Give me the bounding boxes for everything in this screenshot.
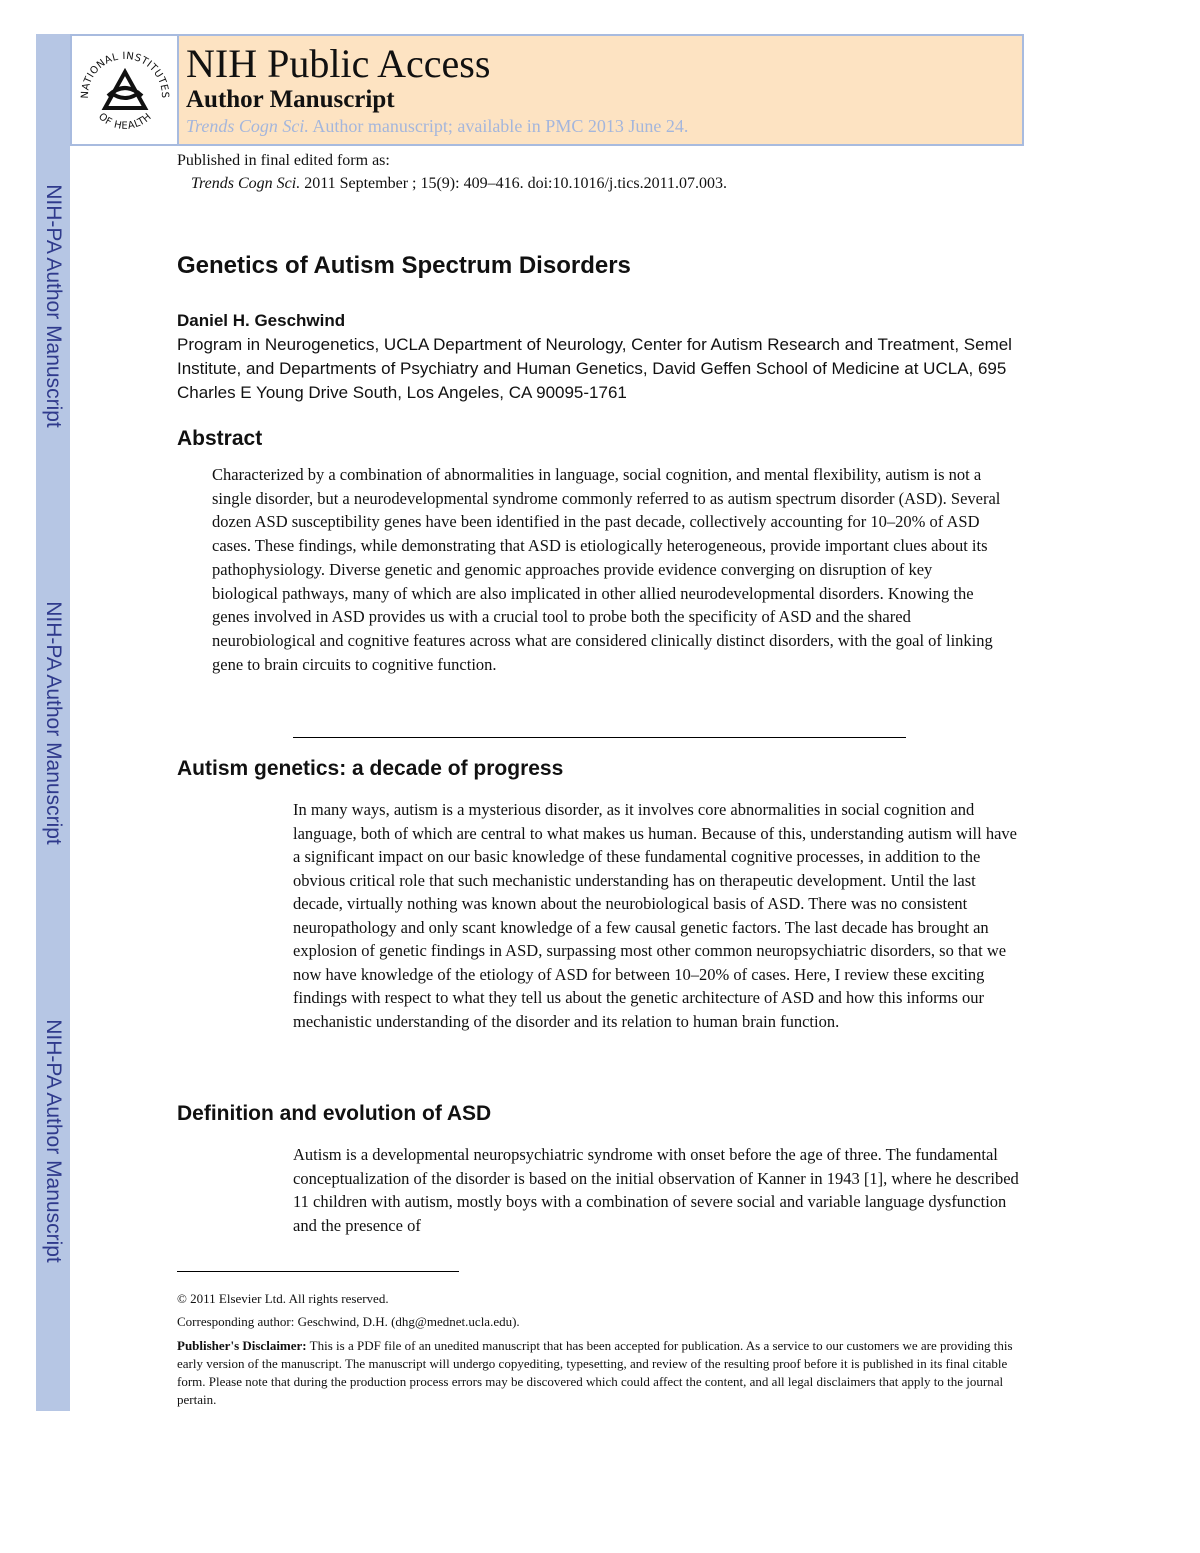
section-heading-definition: Definition and evolution of ASD — [177, 1102, 492, 1125]
publication-note: Published in final edited form as: — [177, 152, 390, 169]
author-affiliation: Program in Neurogenetics, UCLA Department of Neurology, Center for Autism Research and Treatment, Semel Institute, and Departments of Psychiatry and Human Genetics, David Geffen School of Medicine at UCLA, 695 Charles E Young Drive South, Los Angeles, CA 90095-1761 — [177, 335, 1012, 402]
abstract-divider — [293, 737, 906, 738]
nih-header-banner — [70, 34, 1024, 146]
svg-text:OF HEALTH: OF HEALTH — [96, 111, 154, 132]
nih-logo-icon — [72, 36, 177, 144]
footnote-corresponding-author: Corresponding author: Geschwind, D.H. (dhg@mednet.ucla.edu). — [177, 1314, 520, 1329]
publication-citation: Trends Cogn Sci. 2011 September ; 15(9): 409–416. doi:10.1016/j.tics.2011.07.003. — [191, 175, 727, 192]
header-availability: Trends Cogn Sci. Author manuscript; available in PMC 2013 June 24. — [186, 116, 689, 136]
footnote-copyright: © 2011 Elsevier Ltd. All rights reserved. — [177, 1291, 389, 1306]
svg-text:NATIONAL INSTITUTES: NATIONAL INSTITUTES — [79, 50, 171, 99]
abstract-heading: Abstract — [177, 427, 263, 450]
header-subtitle: Author Manuscript — [186, 86, 395, 113]
section-body-definition: Autism is a developmental neuropsychiatric syndrome with onset before the age of three. The fundamental conceptualization of the disorder is based on the initial observation of Kanner in 1943 [1], where he described 11 children with autism, mostly boys with a combination of severe social and variable language dysfunction and the presence of — [293, 1145, 1019, 1235]
footnote-divider — [177, 1271, 459, 1272]
abstract-text: Characterized by a combination of abnormalities in language, social cognition, and mental flexibility, autism is not a single disorder, but a neurodevelopmental syndrome commonly referred to as autism spectrum disorder (ASD). Several dozen ASD susceptibility genes have been identified in the past decade, collectively accounting for 10–20% of ASD cases. These findings, while demonstrating that ASD is etiologically heterogeneous, provide important clues about its pathophysiology. Diverse genetic and genomic approaches provide evidence converging on disruption of key biological pathways, many of which are also implicated in other allied neurodevelopmental disorders. Knowing the genes involved in ASD provides us with a crucial tool to probe both the specificity of ASD and the shared neurobiological and cognitive features across what are considered clinically distinct disorders, with the goal of linking gene to brain circuits to cognitive function. — [212, 465, 1001, 674]
footnote-disclaimer: Publisher's Disclaimer: This is a PDF file of an unedited manuscript that has been accepted for publication. As a service to our customers we are providing this early version of the manuscript. The manuscript will undergo copyediting, typesetting, and review of the resulting proof before it is published in its final citable form. Please note that during the production process errors may be discovered which could affect the content, and all legal disclaimers that apply to the journal pertain. — [177, 1338, 1013, 1407]
article-title: Genetics of Autism Spectrum Disorders — [177, 252, 631, 279]
nih-logo — [72, 36, 179, 144]
section-heading-genetics-progress: Autism genetics: a decade of progress — [177, 757, 564, 780]
article-author: Daniel H. Geschwind — [177, 311, 346, 330]
section-body-genetics-progress: In many ways, autism is a mysterious disorder, as it involves core abnormalities in social cognition and language, both of which are central to what makes us human. Because of this, understanding autism will have a significant impact on our basic knowledge of these fundamental cognitive processes, in addition to the obvious critical role that such mechanistic understanding has on therapeutic development. Until the last decade, virtually nothing was known about the neurobiological basis of ASD. There was no consistent neuropathology and only scant knowledge of a few causal genetic factors. The last decade has brought an explosion of genetic findings in ASD, surpassing most other common neuropsychiatric disorders, so that we now have knowledge of the etiology of ASD for between 10–20% of cases. Here, I review these exciting findings with respect to what they tell us about the genetic architecture of ASD and how this informs our mechanistic understanding of the disorder and its relation to human brain function. — [293, 800, 1017, 1031]
header-title: NIH Public Access — [186, 41, 491, 86]
